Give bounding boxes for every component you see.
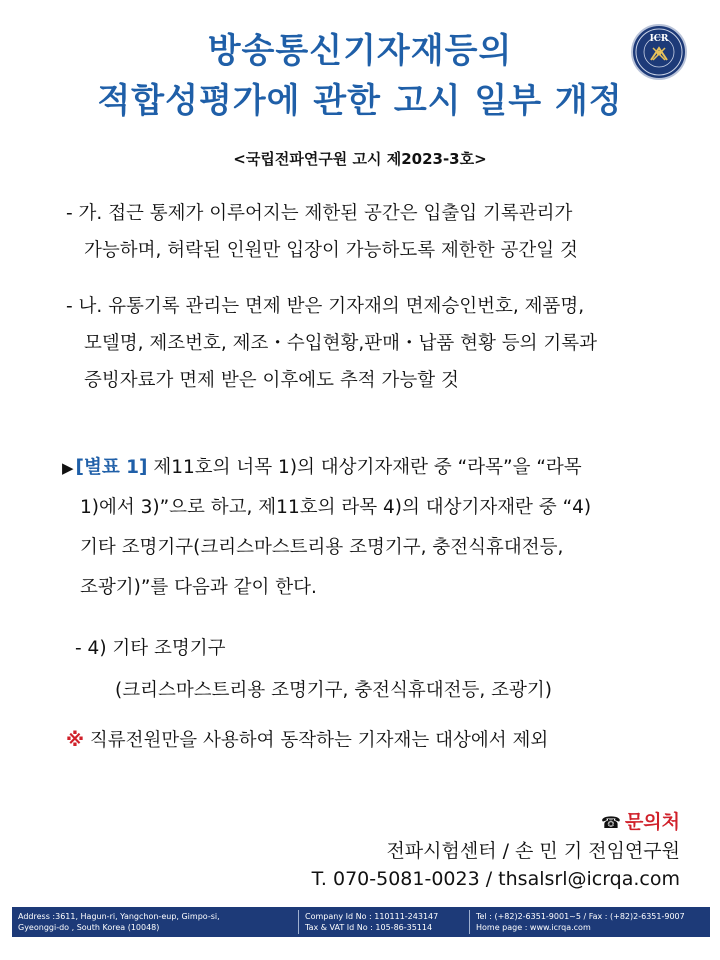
contact-block — [312, 808, 680, 893]
contact-details[interactable]: T. 070-5081-0023 / thsalsrl@icrqa.com — [311, 868, 680, 890]
item-b-line-1: - 나. 유통기록 관리는 면제 받은 기자재의 면제승인번호, 제품명, — [66, 296, 585, 317]
phone-icon: ☎ — [601, 813, 621, 832]
triangle-marker-icon: ▶ — [62, 459, 74, 477]
item-b — [66, 288, 597, 399]
footer-company-line-2: Tax & VAT Id No : 105-86-35114 — [305, 923, 433, 932]
icr-logo — [631, 24, 687, 80]
footer-company-line-1: Company Id No : 110111-243147 — [305, 912, 439, 921]
notice-number: <국립전파연구원 고시 제2023-3호> — [233, 150, 487, 168]
footer-homepage[interactable]: Home page : www.icrqa.com — [476, 923, 591, 932]
footer-contact — [469, 910, 710, 934]
contact-person: 전파시험센터 / 손 민 기 전임연구원 — [386, 840, 680, 862]
amended-line-2: (크리스마스트리용 조명기구, 충전식휴대전등, 조광기) — [115, 680, 553, 701]
annex-line-4: 조광기)”를 다음과 같이 한다. — [80, 577, 317, 598]
amended-line-1: - 4) 기타 조명기구 — [75, 638, 226, 659]
annex-tag: [별표 1] — [75, 457, 148, 478]
note-text: 직류전원만을 사용하여 동작하는 기자재는 대상에서 제외 — [84, 730, 549, 751]
annex-line-3: 기타 조명기구(크리스마스트리용 조명기구, 충전식휴대전등, — [80, 537, 564, 558]
item-b-line-3: 증빙자료가 면제 받은 이후에도 추적 가능할 것 — [84, 370, 459, 391]
amended-entry — [75, 628, 552, 712]
footer-address-line-1: Address :3611, Hagun-ri, Yangchon-eup, Gimpo-si, — [18, 912, 220, 921]
footer-address — [12, 910, 298, 934]
footer-address-line-2: Gyeonggi-do , South Korea (10048) — [18, 923, 160, 932]
item-b-line-2: 모델명, 제조번호, 제조・수입현황,판매・납품 현황 등의 기록과 — [84, 333, 597, 354]
item-a-line-1: - 가. 접근 통제가 이루어지는 제한된 공간은 입출입 기록관리가 — [66, 203, 573, 224]
item-a-line-2: 가능하며, 허락된 인원만 입장이 가능하도록 제한한 공간일 것 — [84, 240, 578, 261]
logo-text: ICR — [649, 34, 669, 44]
item-a — [66, 195, 578, 269]
annex-amendment — [62, 448, 591, 608]
contact-heading: 문의처 — [624, 811, 680, 833]
title-line-1: 방송통신기자재등의 — [207, 31, 513, 71]
exclusion-note — [66, 722, 548, 759]
footer-bar — [12, 907, 710, 937]
footer-tel-fax: Tel : (+82)2-6351-9001~5 / Fax : (+82)2-6351-9007 — [476, 912, 685, 921]
reference-mark-icon: ※ — [66, 730, 84, 751]
annex-line-2: 1)에서 3)”으로 하고, 제11호의 라목 4)의 대상기자재란 중 “4) — [80, 497, 592, 518]
annex-line-1: 제11호의 너목 1)의 대상기자재란 중 “라목”을 “라목 — [147, 457, 582, 478]
title-line-2: 적합성평가에 관한 고시 일부 개정 — [97, 81, 623, 121]
footer-company-ids — [298, 910, 469, 934]
